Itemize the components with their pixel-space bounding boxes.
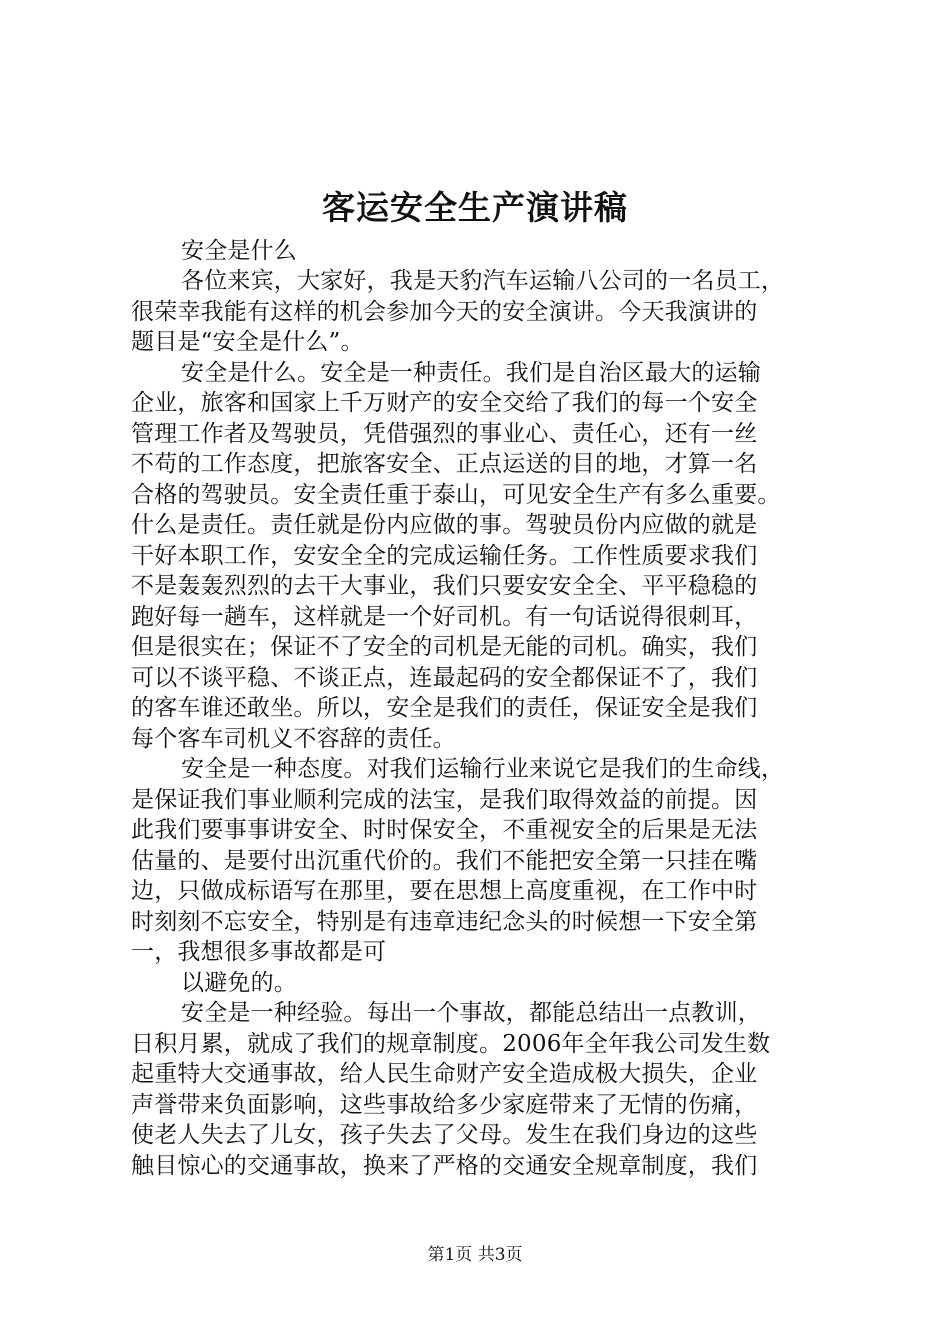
body-line: 触目惊心的交通事故，换来了严格的交通安全规章制度，我们 [131,1153,758,1179]
body-line: 是保证我们事业顺利完成的法宝，是我们取得效益的前提。因 [131,787,758,813]
body-line: 每个客车司机义不容辞的责任。 [131,726,456,752]
body-line: 以避免的。 [181,970,297,996]
document-title: 客运安全生产演讲稿 [322,188,628,227]
body-line: 安全是一种经验。每出一个事故，都能总结出一点教训， [181,1000,761,1026]
body-line: 安全是什么 [181,238,297,264]
body-line: 不是轰轰烈烈的去干大事业，我们只要安安全全、平平稳稳的 [131,573,758,599]
body-line: 此我们要事事讲安全、时时保安全，不重视安全的后果是无法 [131,817,758,843]
body-line: 可以不谈平稳、不谈正点，连最起码的安全都保证不了，我们 [131,665,758,691]
body-line: 起重特大交通事故，给人民生命财产安全造成极大损失，企业 [131,1061,758,1087]
body-line: 各位来宾，大家好，我是天豹汽车运输八公司的一名员工， [181,268,785,294]
body-line: 声誉带来负面影响，这些事故给多少家庭带来了无情的伤痛， [131,1092,758,1118]
body-line: 但是很实在；保证不了安全的司机是无能的司机。确实，我们 [131,634,758,660]
body-line: 很荣幸我能有这样的机会参加今天的安全演讲。今天我演讲的 [131,299,758,325]
body-line: 使老人失去了儿女，孩子失去了父母。发生在我们身边的这些 [131,1122,758,1148]
body-line: 日积月累，就成了我们的规章制度。2006年全年我公司发生数 [131,1031,771,1057]
page-footer: 第1页 共3页 [427,1245,523,1265]
body-line: 安全是一种态度。对我们运输行业来说它是我们的生命线， [181,756,785,782]
body-line: 企业，旅客和国家上千万财产的安全交给了我们的每一个安全 [131,390,758,416]
body-line: 安全是什么。安全是一种责任。我们是自治区最大的运输 [181,360,761,386]
body-line: 一，我想很多事故都是可 [131,939,387,965]
body-line: 不苟的工作态度，把旅客安全、正点运送的目的地，才算一名 [131,451,758,477]
body-line: 题目是“安全是什么”。 [131,329,364,355]
body-line: 什么是责任。责任就是份内应做的事。驾驶员份内应做的就是 [131,512,758,538]
body-line: 跑好每一趟车，这样就是一个好司机。有一句话说得很刺耳， [131,604,758,630]
body-line: 估量的、是要付出沉重代价的。我们不能把安全第一只挂在嘴 [131,848,758,874]
body-line: 时刻刻不忘安全，特别是有违章违纪念头的时候想一下安全第 [131,909,758,935]
body-line: 管理工作者及驾驶员，凭借强烈的事业心、责任心，还有一丝 [131,421,758,447]
body-line: 干好本职工作，安安全全的完成运输任务。工作性质要求我们 [131,543,758,569]
body-line: 合格的驾驶员。安全责任重于泰山，可见安全生产有多么重要。 [131,482,781,508]
body-line: 的客车谁还敢坐。所以，安全是我们的责任，保证安全是我们 [131,695,758,721]
body-line: 边，只做成标语写在那里，要在思想上高度重视，在工作中时 [131,878,758,904]
